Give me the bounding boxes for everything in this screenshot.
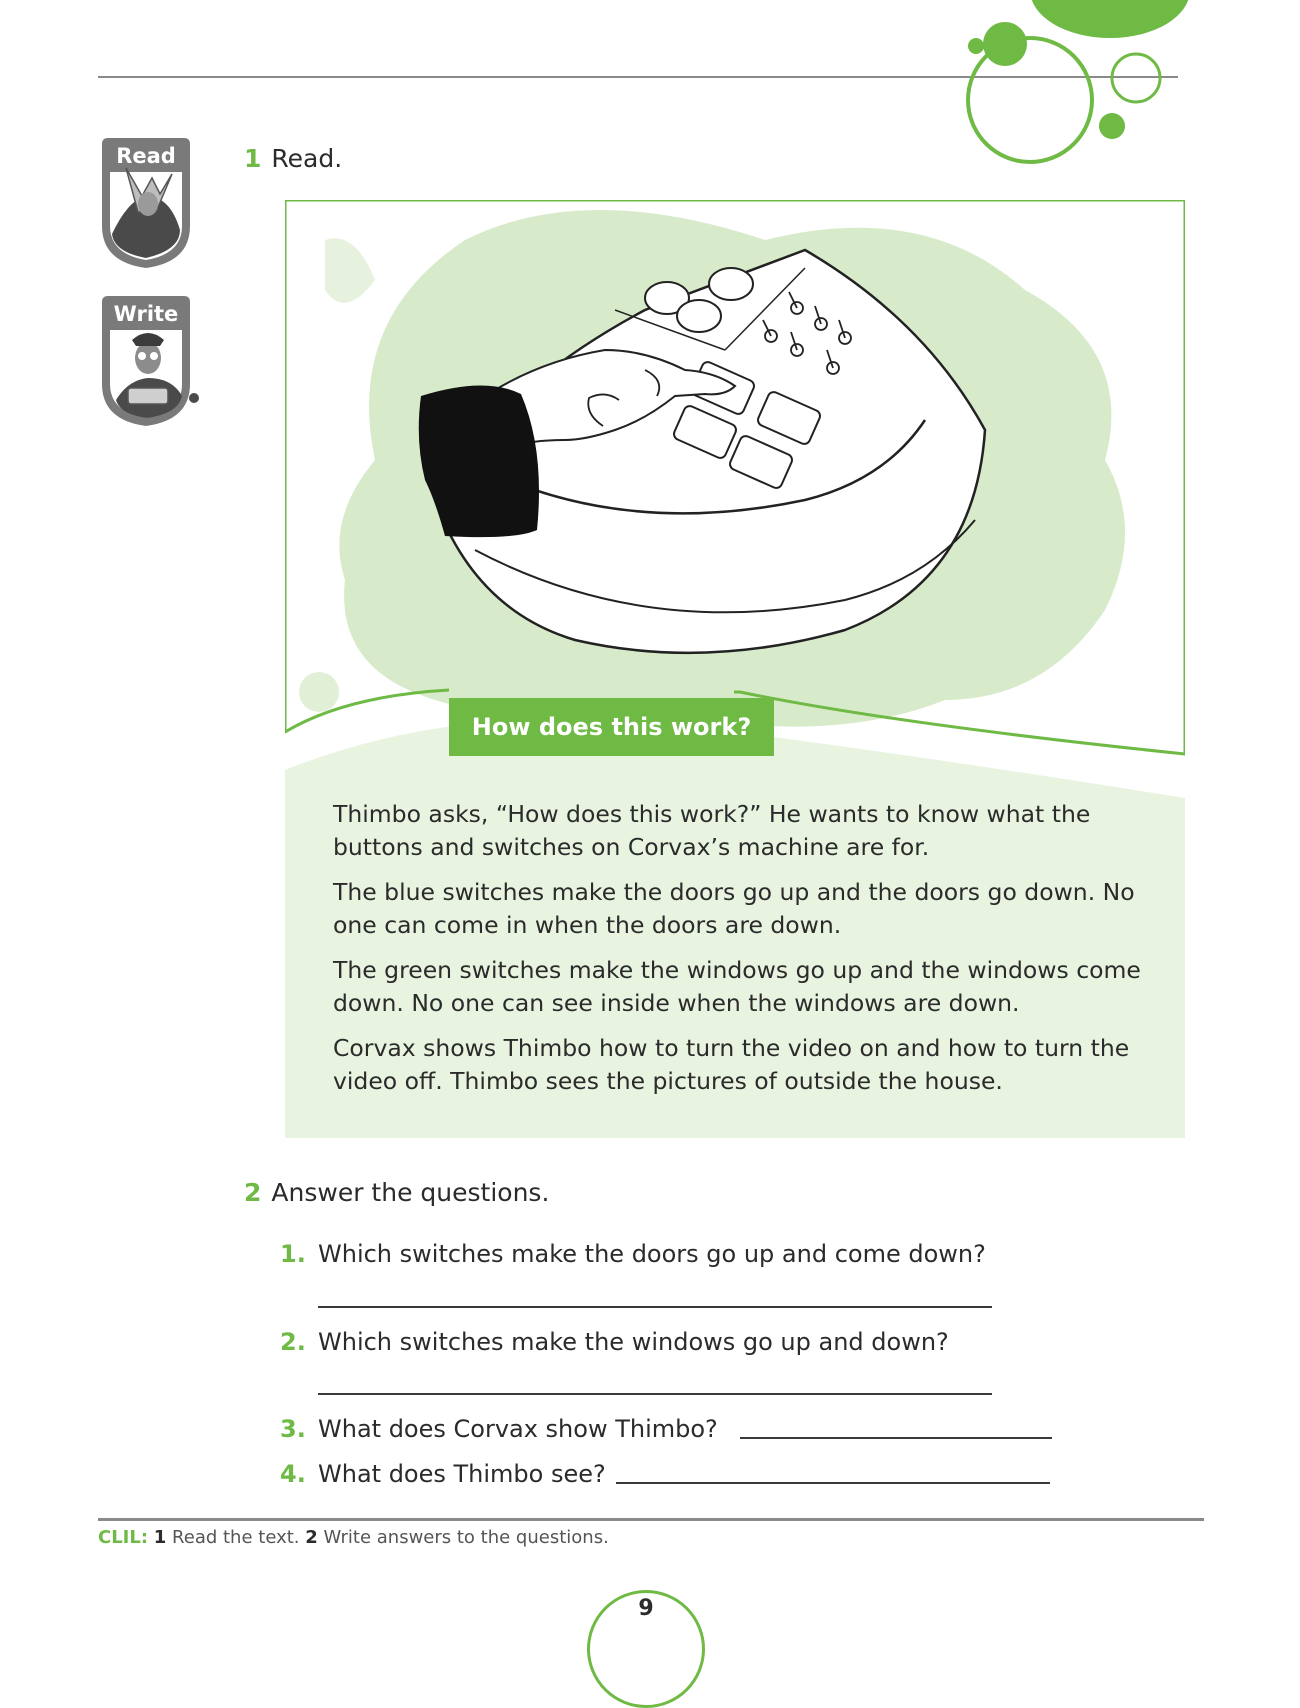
clil-step-1-text: Read the text. (172, 1527, 300, 1548)
decorative-circles (940, 0, 1300, 180)
answer-line-2[interactable] (318, 1393, 992, 1395)
read-badge-label: Read (116, 144, 176, 168)
story-paragraph: The blue switches make the doors go up and the doors go down. No one can come in when the doors are down. (333, 878, 1135, 939)
activity-1-instruction: Read. (271, 144, 343, 173)
activity-2-number: 2 (244, 1178, 262, 1207)
clil-footer (98, 1527, 609, 1548)
write-badge (98, 296, 194, 428)
question-text: What does Thimbo see? (318, 1460, 606, 1488)
clil-label: CLIL: (98, 1527, 149, 1548)
activity-2-instruction: Answer the questions. (271, 1178, 550, 1207)
story-paragraph: Thimbo asks, “How does this work?” He wants to know what the buttons and switches on Corvax’s machine are for. (333, 800, 1091, 861)
read-badge (98, 138, 194, 270)
clil-step-2-number: 2 (305, 1527, 318, 1548)
activity-2-title (244, 1178, 549, 1207)
page-number: 9 (638, 1596, 654, 1621)
question-3 (280, 1415, 718, 1443)
story-panel (285, 200, 1185, 1138)
story-heading: How does this work? (449, 698, 774, 756)
question-number: 3. (280, 1415, 306, 1443)
story-paragraph: Corvax shows Thimbo how to turn the video on and how to turn the video off. Thimbo sees the pictures of outside the house. (333, 1034, 1130, 1095)
activity-1-title (244, 144, 342, 173)
question-1 (280, 1240, 986, 1268)
write-badge-label: Write (113, 302, 179, 326)
question-text: What does Corvax show Thimbo? (318, 1415, 718, 1443)
clil-step-2-text: Write answers to the questions. (323, 1527, 609, 1548)
story-paragraph: The green switches make the windows go up and the windows come down. No one can see inside when the windows are down. (333, 956, 1141, 1017)
question-number: 4. (280, 1460, 306, 1488)
question-2 (280, 1328, 949, 1356)
activity-1-number: 1 (244, 144, 262, 173)
story-text (333, 798, 1153, 1110)
question-text: Which switches make the windows go up and down? (318, 1328, 949, 1356)
question-number: 1. (280, 1240, 306, 1268)
answer-line-1[interactable] (318, 1306, 992, 1308)
bottom-divider (98, 1518, 1204, 1521)
question-4 (280, 1460, 606, 1488)
question-number: 2. (280, 1328, 306, 1356)
question-text: Which switches make the doors go up and come down? (318, 1240, 986, 1268)
answer-line-4[interactable] (616, 1482, 1050, 1484)
answer-line-3[interactable] (740, 1437, 1052, 1439)
clil-step-1-number: 1 (153, 1527, 167, 1548)
